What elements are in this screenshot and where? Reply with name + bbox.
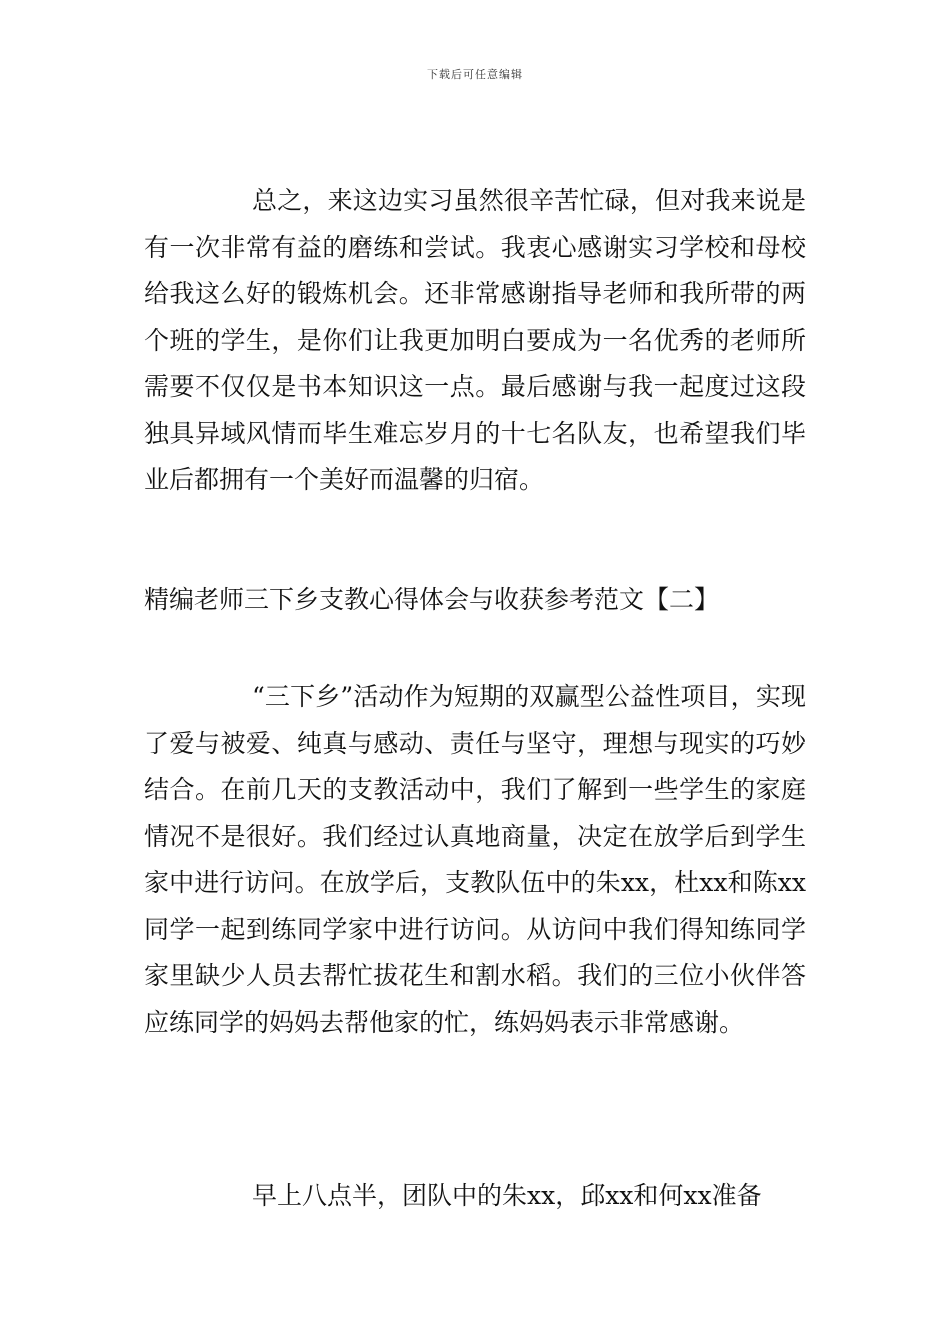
section-heading: 精编老师三下乡支教心得体会与收获参考范文【二】	[144, 585, 720, 614]
body-paragraph-conclusion: 总之，来这边实习虽然很辛苦忙碌，但对我来说是有一次非常有益的磨练和尝试。我衷心感谢实习学校和母校给我这么好的锻炼机会。还非常感谢指导老师和我所带的两个班的学生，是你们让我更加明白要成为一名优秀的老师所需要不仅仅是书本知识这一点。最后感谢与我一起度过这段独具异域风情而毕生难忘岁月的十七名队友，也希望我们毕业后都拥有一个美好而温馨的归宿。	[144, 186, 806, 494]
body-paragraph-activity: “三下乡”活动作为短期的双赢型公益性项目，实现了爱与被爱、纯真与感动、责任与坚守，理想与现实的巧妙结合。在前几天的支教活动中，我们了解到一些学生的家庭情况不是很好。我们经过认真地商量，决定在放学后到学生家中进行访问。在放学后，支教队伍中的朱xx，杜xx和陈xx同学一起到练同学家中进行访问。从访问中我们得知练同学家里缺少人员去帮忙拔花生和割水稻。我们的三位小伙伴答应练同学的妈妈去帮他家的忙，练妈妈表示非常感谢。	[144, 682, 806, 1037]
page-header-note: 下载后可任意编辑	[427, 68, 523, 81]
body-paragraph-morning: 早上八点半，团队中的朱xx，邱xx和何xx准备	[252, 1181, 762, 1210]
